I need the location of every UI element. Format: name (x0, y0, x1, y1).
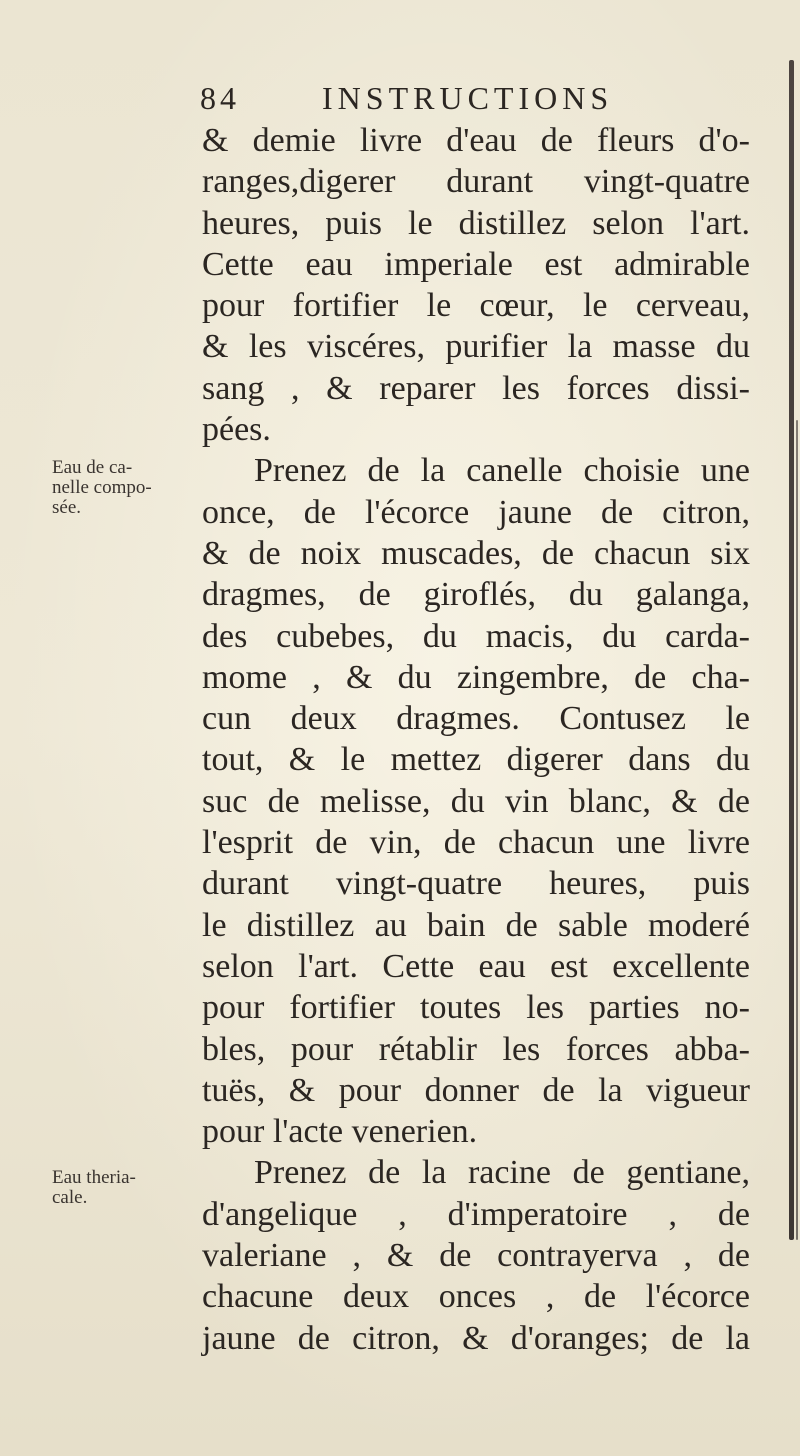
text-line: pées. (202, 411, 271, 449)
text-line: d'angelique , d'imperatoire , de (202, 1195, 750, 1233)
text-line: l'esprit de vin, de chacun une livre (202, 824, 750, 862)
text-line: & les viscéres, purifier la masse du (202, 328, 750, 366)
text-line: durant vingt-quatre heures, puis (202, 865, 750, 903)
text-line: tout, & le mettez digerer dans du (202, 741, 750, 779)
text-line: suc de melisse, du vin blanc, & de (202, 782, 750, 820)
page-edge-shadow (789, 60, 794, 1240)
margin-note-line: nelle compo- (52, 477, 152, 498)
text-line: heures, puis le distillez selon l'art. (202, 204, 750, 242)
text-line: Cette eau imperiale est admirable (202, 245, 750, 283)
text-line: selon l'art. Cette eau est excellente (202, 947, 750, 985)
margin-note-line: sée. (52, 497, 82, 518)
text-line: cun deux dragmes. Contusez le (202, 700, 750, 738)
margin-note-line: cale. (52, 1187, 88, 1208)
text-line: dragmes, de giroflés, du galanga, (202, 576, 750, 614)
running-head (200, 80, 660, 124)
text-line: pour l'acte venerien. (202, 1113, 478, 1151)
text-line: once, de l'écorce jaune de citron, (202, 493, 750, 531)
text-line: sang , & reparer les forces dissi- (202, 369, 750, 407)
text-line: des cubebes, du macis, du carda- (202, 617, 750, 655)
margin-note-line: Eau theria- (52, 1167, 136, 1188)
text-line: & demie livre d'eau de fleurs d'o- (202, 122, 750, 159)
running-title: INSTRUCTIONS (322, 80, 614, 116)
text-line: bles, pour rétablir les forces abba- (202, 1030, 750, 1068)
text-line: mome , & du zingembre, de cha- (202, 658, 750, 696)
margin-note-line: Eau de ca- (52, 457, 133, 478)
text-line: ranges,digerer durant vingt-quatre (202, 163, 750, 201)
text-line: pour fortifier le cœur, le cerveau, (202, 287, 750, 325)
body-text (202, 120, 750, 1359)
text-line: jaune de citron, & d'oranges; de la (202, 1319, 750, 1357)
margin-note-eau-theriacale (52, 1168, 192, 1208)
margin-note-eau-de-canelle (52, 458, 192, 518)
text-line: tuës, & pour donner de la vigueur (202, 1071, 750, 1109)
text-line: Prenez de la racine de gentiane, (254, 1154, 750, 1192)
text-line: pour fortifier toutes les parties no- (202, 989, 750, 1027)
text-line: le distillez au bain de sable moderé (202, 906, 750, 944)
page-edge-shadow-thin (796, 420, 798, 1240)
text-line: chacune deux onces , de l'écorce (202, 1278, 750, 1316)
text-line: & de noix muscades, de chacun six (202, 534, 750, 572)
text-line: Prenez de la canelle choisie une (254, 452, 750, 490)
text-line: valeriane , & de contrayerva , de (202, 1237, 750, 1275)
page-number: 84 (200, 80, 240, 116)
